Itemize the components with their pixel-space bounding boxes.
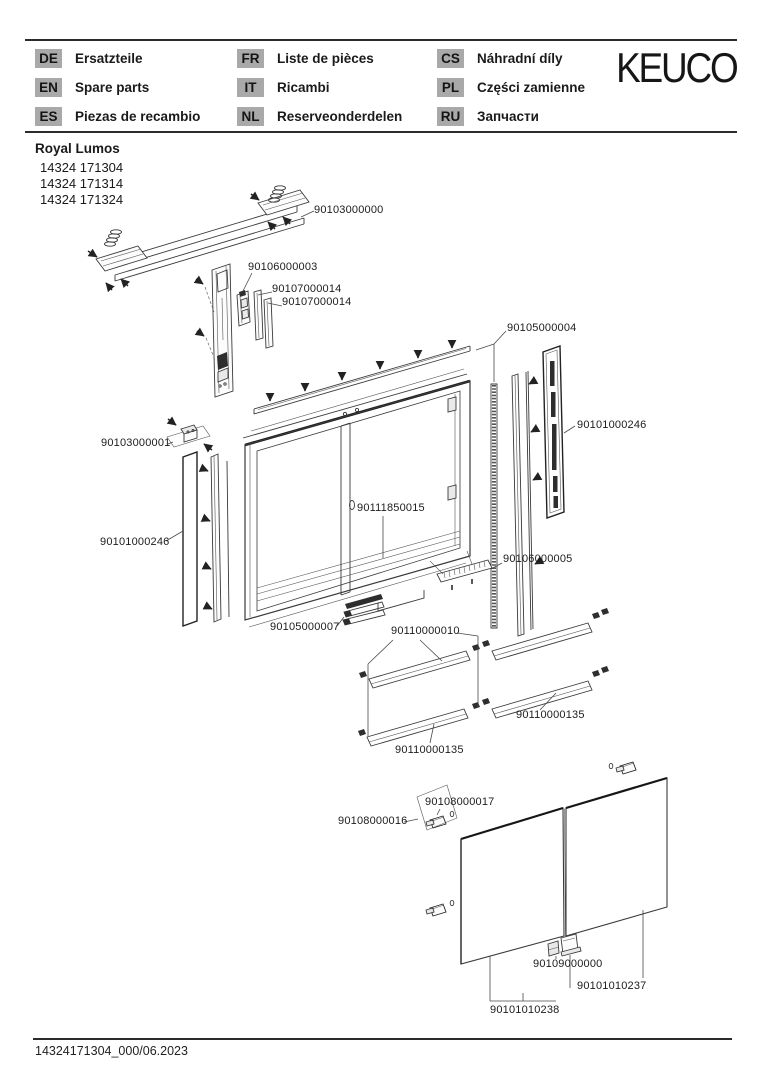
language-code-badge: ES	[35, 107, 62, 126]
language-label: Náhradní díly	[477, 51, 563, 66]
language-label: Piezas de recambio	[75, 109, 201, 124]
language-label: Ersatzteile	[75, 51, 143, 66]
part-label-90106000003: 90106000003	[248, 261, 318, 273]
hinge-top-right	[609, 762, 636, 774]
profile-set-drawing	[343, 594, 385, 625]
model-number: 14324 171324	[40, 192, 124, 207]
model-number: 14324 171304	[40, 160, 124, 175]
part-label-90108000017: 90108000017	[425, 796, 495, 808]
part-label-90101000246-right: 90101000246	[577, 419, 647, 431]
spring-left	[105, 230, 122, 246]
language-label: Liste de pièces	[277, 51, 374, 66]
document-id: 14324171304_000/06.2023	[35, 1044, 188, 1058]
keuco-logo: KEUCO	[616, 44, 737, 91]
hinge-left-bottom	[426, 900, 454, 916]
cover-strips-drawing	[254, 290, 273, 348]
part-label-90110000135-bottom: 90110000135	[395, 744, 464, 756]
mirror-door-left-drawing	[461, 808, 564, 964]
door-hinges-drawing	[417, 762, 636, 916]
product-name: Royal Lumos	[35, 141, 120, 156]
mounting-strip-drawing	[196, 264, 233, 397]
part-label-90110000135-right: 90110000135	[516, 709, 585, 721]
part-label-90103000001: 90103000001	[101, 437, 171, 449]
part-label-90105000007: 90105000007	[270, 621, 340, 633]
door-stop-drawing	[548, 934, 581, 956]
language-label: Części zamienne	[477, 80, 586, 95]
part-label-90110000010: 90110000010	[391, 625, 460, 637]
part-label-90107000014-b: 90107000014	[282, 296, 352, 308]
part-label-90101010238: 90101010238	[490, 1004, 560, 1016]
part-label-90101000246-left: 90101000246	[100, 536, 170, 548]
language-code-badge: PL	[437, 78, 464, 97]
language-label: Reserveonderdelen	[277, 109, 403, 124]
wall-rail-assembly-drawing	[88, 186, 309, 290]
mirror-door-right-drawing	[565, 778, 668, 936]
top-trim-rail-drawing	[254, 341, 470, 414]
language-label: Spare parts	[75, 80, 150, 95]
language-code-badge: FR	[237, 49, 264, 68]
language-code-badge: DE	[35, 49, 62, 68]
language-code-badge: EN	[35, 78, 62, 97]
hinge-left-top	[426, 811, 454, 828]
part-label-90107000014-a: 90107000014	[272, 283, 342, 295]
language-code-badge: CS	[437, 49, 464, 68]
language-label: Ricambi	[277, 80, 330, 95]
side-panel-right-drawing	[543, 346, 564, 518]
language-code-badge: RU	[437, 107, 464, 126]
rail-screws	[88, 194, 290, 290]
lock-block-drawing	[237, 290, 250, 326]
part-label-90103000000: 90103000000	[314, 204, 384, 216]
side-panel-left-drawing	[183, 452, 229, 626]
part-label-90101010237: 90101010237	[577, 980, 647, 992]
language-label: Запчасти	[477, 109, 539, 124]
part-label-90106000005: 90106000005	[503, 553, 573, 565]
part-label-90111850015: 90111850015	[357, 502, 425, 514]
mounting-bracket-drawing	[167, 419, 212, 450]
side-trim-panel-drawing	[512, 371, 542, 636]
part-label-90105000004: 90105000004	[507, 322, 577, 334]
part-label-90109000000: 90109000000	[533, 958, 603, 970]
led-profile-drawing	[491, 384, 497, 628]
part-label-90108000016: 90108000016	[338, 815, 408, 827]
model-number: 14324 171314	[40, 176, 124, 191]
connector-strip-drawing	[430, 551, 492, 590]
language-code-badge: NL	[237, 107, 264, 126]
language-code-badge: IT	[237, 78, 264, 97]
